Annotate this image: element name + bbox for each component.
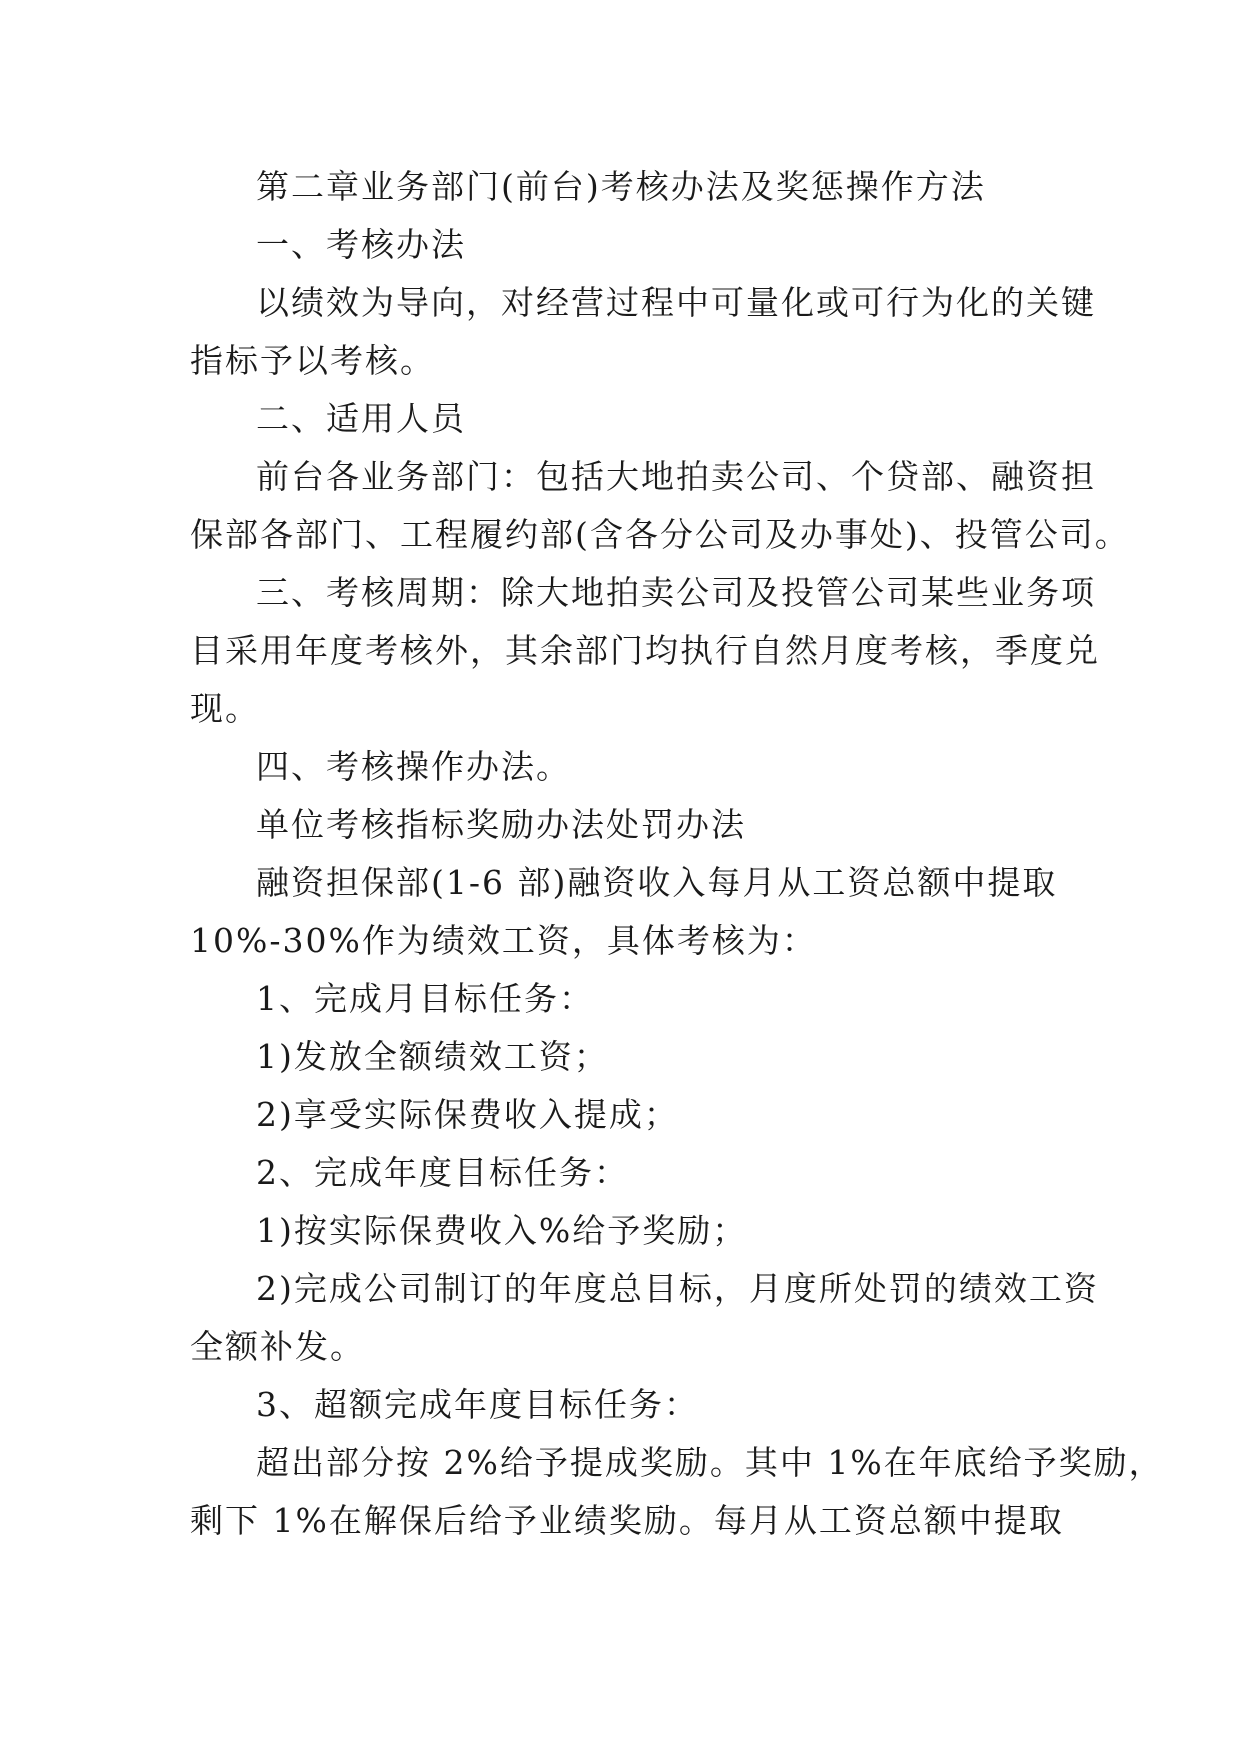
paragraph-line: 10%-30%作为绩效工资，具体考核为： bbox=[190, 921, 817, 960]
section-heading-operation-method: 四、考核操作办法。 bbox=[256, 747, 571, 786]
list-item: 2)完成公司制订的年度总目标，月度所处罚的绩效工资 bbox=[256, 1269, 1099, 1308]
paragraph-line: 超出部分按 2%给予提成奖励。其中 1%在年底给予奖励， bbox=[256, 1443, 1164, 1482]
section-heading-assessment-method: 一、考核办法 bbox=[256, 225, 466, 264]
table-header-line: 单位考核指标奖励办法处罚办法 bbox=[256, 805, 746, 844]
paragraph-line: 以绩效为导向，对经营过程中可量化或可行为化的关键 bbox=[256, 283, 1096, 322]
paragraph-line: 目采用年度考核外，其余部门均执行自然月度考核，季度兑 bbox=[190, 631, 1100, 670]
list-item: 1)发放全额绩效工资； bbox=[256, 1037, 609, 1076]
list-item-continuation: 全额补发。 bbox=[190, 1327, 365, 1366]
list-heading: 2、完成年度目标任务： bbox=[256, 1153, 629, 1192]
list-item: 2)享受实际保费收入提成； bbox=[256, 1095, 679, 1134]
paragraph-line: 融资担保部(1-6 部)融资收入每月从工资总额中提取 bbox=[256, 863, 1058, 902]
paragraph-line: 保部各部门、工程履约部(含各分公司及办事处)、投管公司。 bbox=[190, 515, 1130, 554]
paragraph-line: 剩下 1%在解保后给予业绩奖励。每月从工资总额中提取 bbox=[190, 1501, 1064, 1540]
chapter-title: 第二章业务部门(前台)考核办法及奖惩操作方法 bbox=[256, 167, 986, 206]
paragraph-line: 指标予以考核。 bbox=[190, 341, 435, 380]
document-body bbox=[190, 158, 1164, 1550]
section-heading-applicable-staff: 二、适用人员 bbox=[256, 399, 466, 438]
list-heading: 3、超额完成年度目标任务： bbox=[256, 1385, 699, 1424]
list-heading: 1、完成月目标任务： bbox=[256, 979, 594, 1018]
section-heading-assessment-cycle: 三、考核周期：除大地拍卖公司及投管公司某些业务项 bbox=[256, 573, 1096, 612]
paragraph-line: 前台各业务部门：包括大地拍卖公司、个贷部、融资担 bbox=[256, 457, 1096, 496]
paragraph-line: 现。 bbox=[190, 689, 260, 728]
list-item: 1)按实际保费收入%给予奖励； bbox=[256, 1211, 748, 1250]
